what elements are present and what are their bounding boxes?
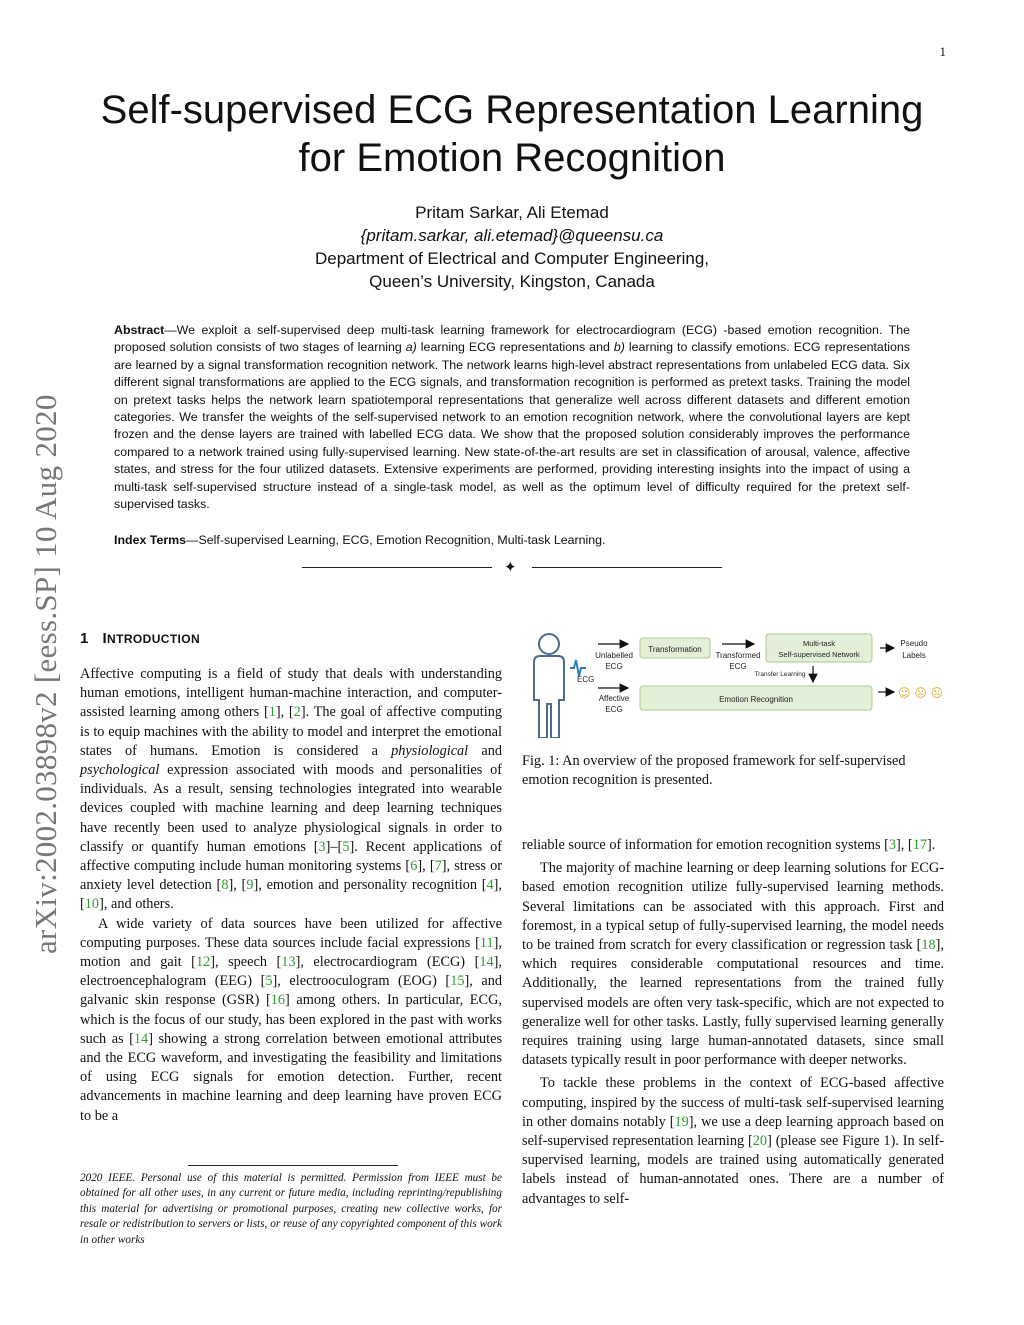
right-column: [522, 836, 944, 1209]
framework-figure: [522, 628, 952, 738]
ecg-signal-icon: [570, 660, 586, 676]
footnote-rule: [188, 1165, 398, 1166]
citation-link[interactable]: 14: [133, 1030, 149, 1047]
emotion-recognition-label: Emotion Recognition: [719, 695, 793, 704]
paragraph: reliable source of information for emotion recognition systems [3], [17].: [522, 837, 936, 853]
citation-link[interactable]: 13: [281, 954, 296, 971]
copyright-footnote: 2020 IEEE. Personal use of this material is permitted. Permission from IEEE must be obtained for all other uses, in any current or future media, including reprinting/republishing this material for advertising or promotional purposes, creating new collective works, for resale or redistribution to servers or lists, or reuse of any copyrighted component of this work in other works: [80, 1172, 502, 1246]
paragraph: To tackle these problems in the context of ECG-based affective computing, inspired by the success of multi-task self-supervised learning in other domains notably [19], we use a deep learning approach based on self-supervised representation learning [20] (please see Figure 1). In self-supervised learning, models are trained using automatically generated labels instead of human-annotated ones. There are a number of advantages to self-: [522, 1075, 944, 1207]
affective-ecg-label: Affective ECG: [598, 694, 630, 714]
paragraph: The majority of machine learning or deep learning solutions for ECG-based emotion recognition utilize fully-supervised learning methods. Several limitations can be associated with this approach. First and foremost, in a typical setup of fully-supervised learning, the model needs to be trained from scratch for every classification or regression task [18], which requires considerable computational resources and time. Additionally, the learned representations from the trained fully supervised models are often very task-specific, which are not expected to generalize well for other tasks. Lastly, fully supervised learning generally requires training using large human-annotated datasets, since small datasets typically result in poor performance with deeper networks.: [522, 860, 944, 1069]
divider-diamond-icon: ✦: [504, 560, 517, 576]
citation-link[interactable]: 5: [265, 973, 273, 990]
citation-link[interactable]: 2: [293, 704, 301, 721]
citation-link[interactable]: 12: [195, 954, 211, 971]
transformed-ecg-label: Transformed ECG: [715, 651, 761, 671]
author-university: Queen’s University, Kingston, Canada: [369, 272, 655, 291]
citation-link[interactable]: 18: [921, 937, 936, 954]
citation-link[interactable]: 10: [84, 896, 100, 913]
divider-line-right: [532, 567, 722, 568]
index-terms: Index Terms—Self-supervised Learning, ECG, Emotion Recognition, Multi-task Learning.: [114, 533, 606, 547]
citation-link[interactable]: 20: [752, 1133, 768, 1150]
multitask-network-label: Multi-task Self-supervised Network: [778, 639, 860, 659]
unlabelled-ecg-label: Unlabelled ECG: [595, 651, 633, 671]
citation-link[interactable]: 11: [479, 934, 494, 951]
transformation-label: Transformation: [648, 645, 702, 654]
citation-link[interactable]: 15: [450, 973, 465, 990]
citation-link[interactable]: 14: [479, 954, 494, 971]
paper-title: [60, 86, 964, 182]
ecg-label: ECG: [577, 675, 595, 684]
citation-link[interactable]: 3: [318, 838, 326, 855]
emotion-faces-icon: ☺ ☹ ☹: [898, 686, 944, 700]
title-line-1: Self-supervised ECG Representation Learning: [100, 88, 924, 132]
left-column: [80, 665, 502, 1126]
author-names: Pritam Sarkar, Ali Etemad: [415, 203, 609, 222]
person-icon: [534, 634, 564, 738]
citation-link[interactable]: 9: [246, 877, 254, 894]
citation-link[interactable]: 6: [410, 858, 418, 875]
title-line-2: for Emotion Recognition: [298, 136, 726, 180]
citation-link[interactable]: 17: [912, 837, 927, 853]
page-number: 1: [939, 44, 946, 59]
section-number: 1: [80, 630, 89, 647]
pseudo-labels-label: Pseudo Labels: [900, 639, 928, 660]
citation-link[interactable]: 3: [888, 837, 897, 853]
citation-link[interactable]: 7: [434, 858, 442, 875]
figure-caption: Fig. 1: An overview of the proposed framework for self-supervised emotion recognition is presented.: [522, 753, 906, 788]
paragraph: Affective computing is a field of study that deals with understanding human emotions, intelligent human-machine interaction, and computer-assisted learning among others [1], [2]. The goal of affective computing is to equip machines with the ability to model and interpret the emotional states of humans. Emotion is considered a physiological and psychological expression associated with moods and personalities of individuals. As a result, sensing technologies integrated into wearable devices coupled with machine learning and deep learning techniques have recently been used to analyze physiological signals in order to classify or quantify human emotions [3]–[5]. Recent applications of affective computing include human monitoring systems [6], [7], stress or anxiety level detection [8], [9], emotion and personality recognition [4], [10], and others.: [80, 666, 503, 913]
section-divider: [302, 560, 722, 576]
citation-link[interactable]: 1: [268, 704, 276, 721]
author-emails: {pritam.sarkar, ali.etemad}@queensu.ca: [360, 226, 664, 245]
abstract-label: Abstract: [114, 323, 165, 337]
citation-link[interactable]: 8: [221, 877, 229, 894]
divider-line-left: [302, 567, 492, 568]
arxiv-identifier: arXiv:2002.03898v2 [eess.SP] 10 Aug 2020: [28, 394, 63, 954]
author-department: Department of Electrical and Computer Engineering,: [314, 249, 710, 268]
citation-link[interactable]: 19: [674, 1113, 689, 1130]
citation-link[interactable]: 4: [486, 877, 494, 894]
citation-link[interactable]: 16: [270, 992, 286, 1009]
index-terms-label: Index Terms: [114, 533, 187, 547]
abstract: Abstract—We exploit a self-supervised deep multi-task learning framework for electrocardiogram (ECG) -based emotion recognition. The proposed solution consists of two stages of learning a) learning ECG representations and b) learning to classify emotions. ECG representations are learned by a signal transformation recognition network. The network learns high-level abstract representations from unlabeled ECG data. Six different signal transformations are applied to the ECG signals, and transformation recognition is performed as pretext tasks. Training the model on pretext tasks helps the network learn spatiotemporal representations that generalize well across different datasets and different emotion categories. We transfer the weights of the self-supervised network to an emotion recognition network, where the convolutional layers are kept frozen and the dense layers are trained with labelled ECG data. We show that the proposed solution considerably improves the performance compared to a network trained using fully-supervised learning. New state-of-the-art results are set in classification of arousal, valence, affective states, and stress for the four utilized datasets. Extensive experiments are performed, providing interesting insights into the impact of using a multi-task self-supervised structure instead of a single-task model, as well as the optimum level of difficulty required for the pretext self-supervised tasks.: [114, 323, 910, 512]
transfer-learning-label: Transfer Learning: [754, 671, 806, 678]
section-heading: 1 INTRODUCTION: [80, 630, 201, 647]
paragraph: A wide variety of data sources have been utilized for affective computing purposes. These data sources include facial expressions [11], motion and gait [12], speech [13], electrocardiogram (ECG) [14], electroencephalogram (EEG) [5], electrooculogram (EOG) [15], and galvanic skin response (GSR) [16] among others. In particular, ECG, which is the focus of our study, has been explored in the past with works such as [14] showing a strong correlation between emotional attributes and the ECG waveform, and investigating the feasibility and limitations of using ECG signals for emotion detection. Further, recent advancements in machine learning and deep learning have proven ECG to be a: [80, 915, 503, 1124]
citation-link[interactable]: 5: [342, 838, 350, 855]
